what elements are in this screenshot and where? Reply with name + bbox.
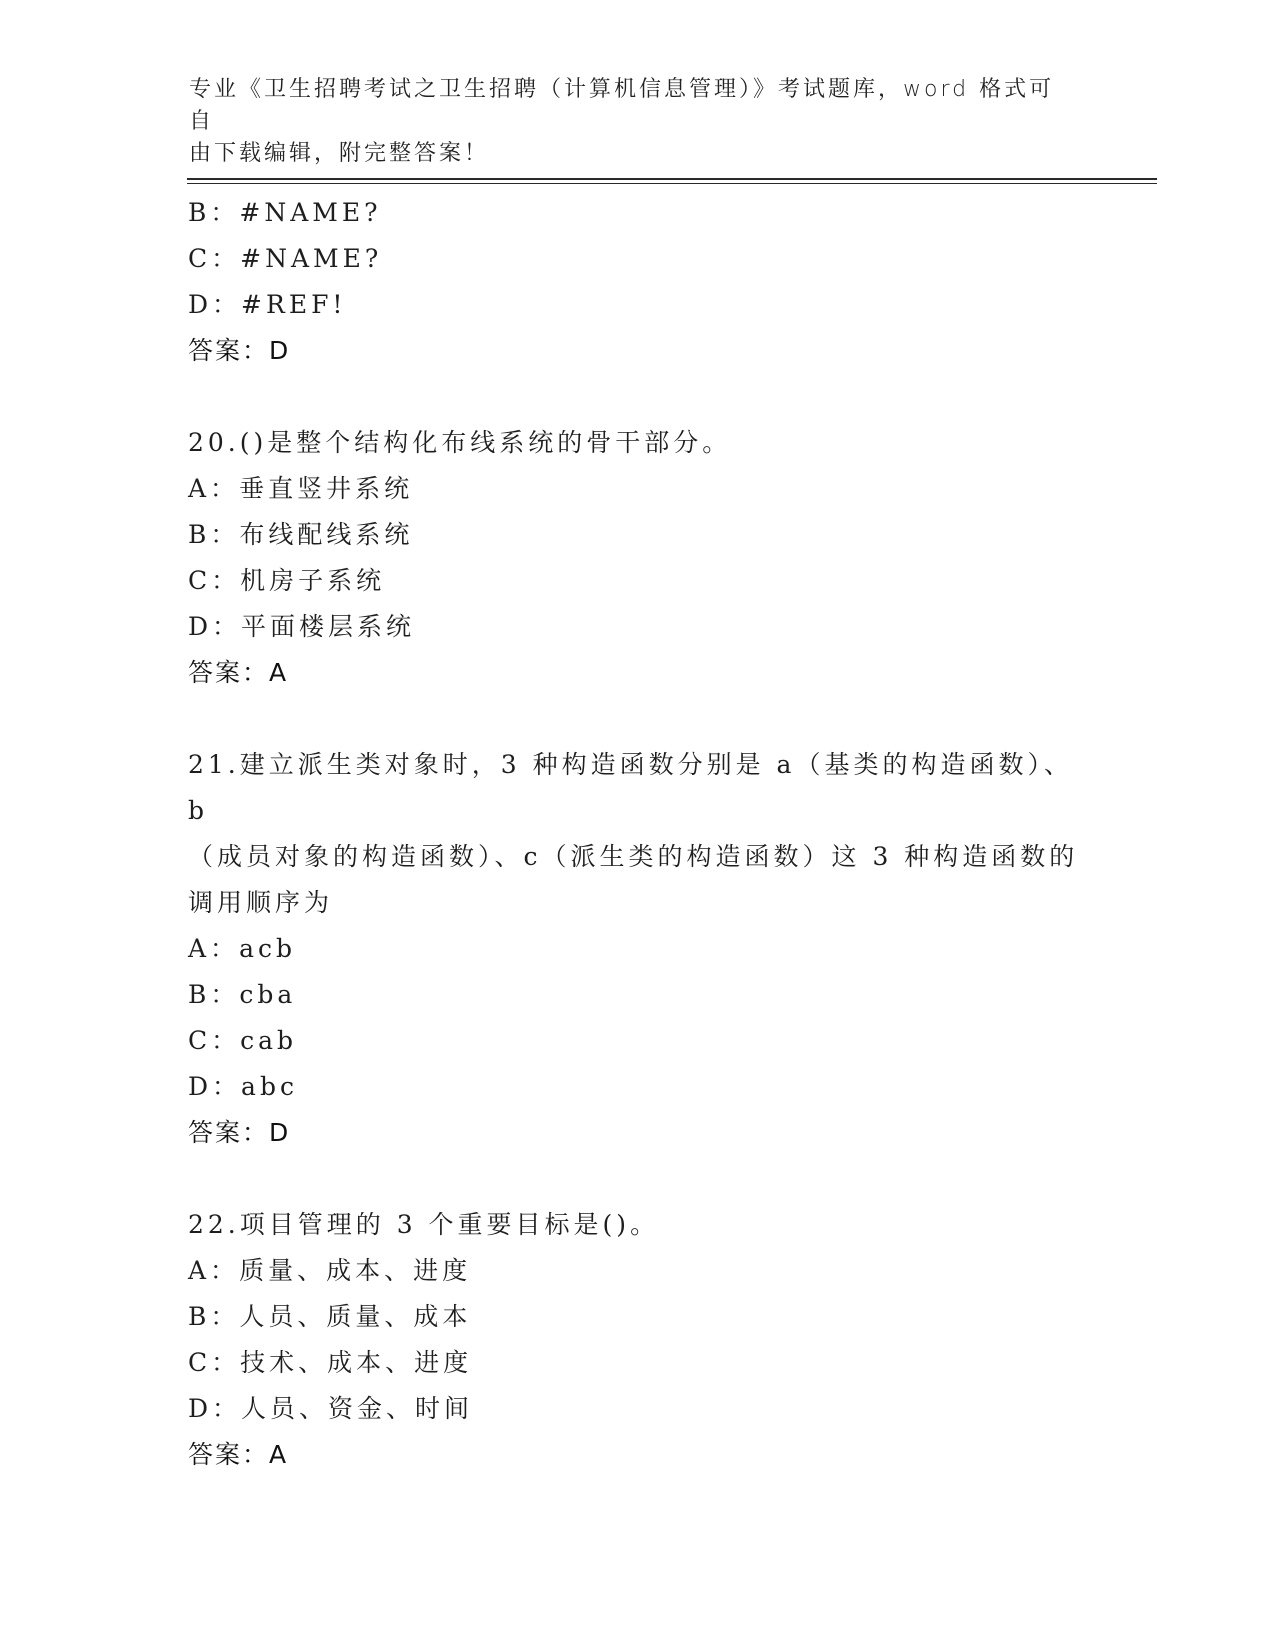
option-a: A：acb	[188, 934, 296, 963]
header-title-line-2: 由下载编辑，附完整答案！	[189, 141, 490, 166]
option-b: B：人员、质量、成本	[188, 1302, 472, 1331]
question-22-block	[188, 1202, 1088, 1478]
option-d: D：人员、资金、时间	[188, 1394, 474, 1423]
option-d: D：abc	[188, 1072, 298, 1101]
header-title-line-1: 专业《卫生招聘考试之卫生招聘（计算机信息管理）》考试题库，word 格式可自	[189, 77, 1055, 134]
question-text-line-3: 调用顺序为	[188, 888, 334, 917]
answer-line: 答案：D	[188, 1118, 291, 1147]
question-text-line-1: 21.建立派生类对象时，3 种构造函数分别是 a（基类的构造函数）、b	[188, 750, 1073, 825]
option-c: C：技术、成本、进度	[188, 1348, 473, 1377]
answer-line: 答案：D	[188, 336, 291, 365]
option-d: D：#REF!	[188, 290, 347, 319]
option-d: D：平面楼层系统	[188, 612, 416, 641]
option-c: C：#NAME?	[188, 244, 383, 273]
option-b: B：cba	[188, 980, 297, 1009]
question-text-line-2: （成员对象的构造函数）、c（派生类的构造函数）这 3 种构造函数的	[188, 842, 1079, 871]
answer-line: 答案：A	[188, 1440, 289, 1469]
question-content	[188, 190, 1088, 1478]
prev-question-block	[188, 190, 1088, 374]
question-21-block	[188, 742, 1088, 1156]
option-c: C：机房子系统	[188, 566, 386, 595]
document-header	[189, 74, 1069, 170]
option-c: C：cab	[188, 1026, 298, 1055]
option-a: A：质量、成本、进度	[188, 1256, 472, 1285]
question-text: 20.()是整个结构化布线系统的骨干部分。	[188, 428, 732, 457]
header-divider	[187, 178, 1157, 180]
question-20-block	[188, 420, 1088, 696]
option-a: A：垂直竖井系统	[188, 474, 414, 503]
option-b: B：布线配线系统	[188, 520, 414, 549]
header-divider-thin	[187, 183, 1157, 184]
option-b: B：#NAME?	[188, 198, 382, 227]
answer-line: 答案：A	[188, 658, 289, 687]
question-text: 22.项目管理的 3 个重要目标是()。	[188, 1210, 660, 1239]
